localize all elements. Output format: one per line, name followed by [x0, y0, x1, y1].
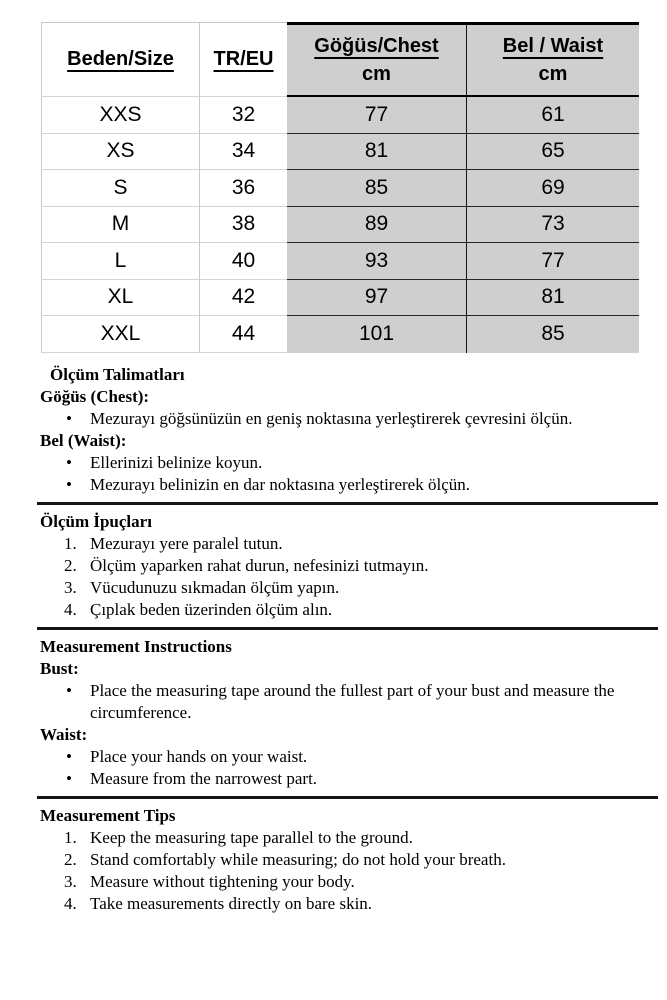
header-tr-eu — [200, 22, 287, 97]
table-cell-size: XS — [41, 134, 200, 171]
table-cell-size: L — [41, 243, 200, 280]
header-chest-unit: cm — [362, 62, 391, 85]
list-item — [40, 577, 663, 599]
list-item-text: Mezurayı yere paralel tutun. — [90, 534, 283, 553]
table-cell-waist: 85 — [467, 316, 639, 353]
list-item-text: Ellerinizi belinize koyun. — [90, 453, 263, 472]
bullet-marker: • — [66, 747, 72, 766]
table-cell-size: XXL — [41, 316, 200, 353]
number-marker: 2. — [64, 556, 77, 575]
size-chart-table — [41, 22, 639, 353]
number-marker: 3. — [64, 578, 77, 597]
table-cell-waist: 65 — [467, 134, 639, 171]
header-chest-label: Göğüs/Chest — [314, 34, 439, 57]
table-cell-treu: 32 — [200, 97, 287, 134]
list-item-text: Measure from the narrowest part. — [90, 769, 318, 788]
section-divider — [37, 502, 658, 505]
table-cell-size: XL — [41, 280, 200, 317]
list-item-text: Mezurayı belinizin en dar noktasına yerleştirerek ölçün. — [90, 475, 470, 494]
table-cell-chest: 89 — [287, 207, 467, 244]
bullet-marker: • — [66, 453, 72, 472]
bullet-marker: • — [66, 769, 72, 788]
table-cell-waist: 69 — [467, 170, 639, 207]
list-item-text: Çıplak beden üzerinden ölçüm alın. — [90, 600, 333, 619]
instructions-document — [0, 364, 667, 915]
table-cell-size: S — [41, 170, 200, 207]
header-waist — [467, 22, 639, 97]
list-item-text: Take measurements directly on bare skin. — [90, 894, 373, 913]
table-cell-treu: 40 — [200, 243, 287, 280]
number-marker: 2. — [64, 850, 77, 869]
table-cell-waist: 81 — [467, 280, 639, 317]
table-cell-chest: 81 — [287, 134, 467, 171]
header-beden-size-label: Beden/Size — [67, 48, 174, 70]
table-cell-chest: 77 — [287, 97, 467, 134]
table-cell-chest: 85 — [287, 170, 467, 207]
header-waist-label: Bel / Waist — [502, 34, 604, 57]
number-marker: 4. — [64, 600, 77, 619]
section-divider — [37, 796, 658, 799]
list-item — [40, 746, 663, 768]
header-beden-size — [41, 22, 200, 97]
table-cell-waist: 61 — [467, 97, 639, 134]
section-title-measurement-tips: Measurement Tips — [40, 806, 176, 825]
list-item — [40, 533, 663, 555]
list-item — [40, 599, 663, 621]
bullet-marker: • — [66, 409, 72, 428]
table-cell-treu: 44 — [200, 316, 287, 353]
list-item — [40, 871, 663, 893]
list-item — [40, 849, 663, 871]
list-item — [40, 452, 663, 474]
table-cell-treu: 38 — [200, 207, 287, 244]
list-item — [40, 680, 663, 724]
bust-heading: Bust: — [40, 659, 79, 678]
list-item-text: Ölçüm yaparken rahat durun, nefesinizi tutmayın. — [90, 556, 429, 575]
section-title-olcum-ipuclari: Ölçüm İpuçları — [40, 512, 152, 531]
list-item — [40, 555, 663, 577]
table-cell-chest: 101 — [287, 316, 467, 353]
list-item-text: Vücudunuzu sıkmadan ölçüm yapın. — [90, 578, 340, 597]
list-item-text: Keep the measuring tape parallel to the ground. — [90, 828, 413, 847]
table-cell-size: XXS — [41, 97, 200, 134]
number-marker: 1. — [64, 828, 77, 847]
list-item — [40, 408, 663, 430]
table-cell-waist: 77 — [467, 243, 639, 280]
table-cell-treu: 42 — [200, 280, 287, 317]
header-tr-eu-label: TR/EU — [213, 48, 274, 70]
waist-tr-heading: Bel (Waist): — [40, 431, 127, 450]
table-cell-size: M — [41, 207, 200, 244]
table-cell-treu: 36 — [200, 170, 287, 207]
chest-tr-heading: Göğüs (Chest): — [40, 387, 150, 406]
list-item — [40, 893, 663, 915]
number-marker: 4. — [64, 894, 77, 913]
section-title-measurement-instructions: Measurement Instructions — [40, 637, 232, 656]
list-item-text: Place the measuring tape around the fullest part of your bust and measure the circumference. — [90, 681, 615, 722]
section-title-olcum-talimatlari: Ölçüm Talimatları — [50, 365, 185, 384]
table-cell-chest: 97 — [287, 280, 467, 317]
header-waist-unit: cm — [538, 62, 568, 85]
list-item-text: Place your hands on your waist. — [90, 747, 308, 766]
table-cell-chest: 93 — [287, 243, 467, 280]
header-chest — [287, 22, 467, 97]
list-item-text: Mezurayı göğsünüzün en geniş noktasına yerleştirerek çevresini ölçün. — [90, 409, 573, 428]
table-cell-treu: 34 — [200, 134, 287, 171]
list-item — [40, 474, 663, 496]
bullet-marker: • — [66, 475, 72, 494]
list-item — [40, 827, 663, 849]
waist-heading: Waist: — [40, 725, 88, 744]
list-item — [40, 768, 663, 790]
list-item-text: Stand comfortably while measuring; do not hold your breath. — [90, 850, 506, 869]
bullet-marker: • — [66, 681, 72, 700]
table-cell-waist: 73 — [467, 207, 639, 244]
list-item-text: Measure without tightening your body. — [90, 872, 355, 891]
section-divider — [37, 627, 658, 630]
number-marker: 3. — [64, 872, 77, 891]
number-marker: 1. — [64, 534, 77, 553]
